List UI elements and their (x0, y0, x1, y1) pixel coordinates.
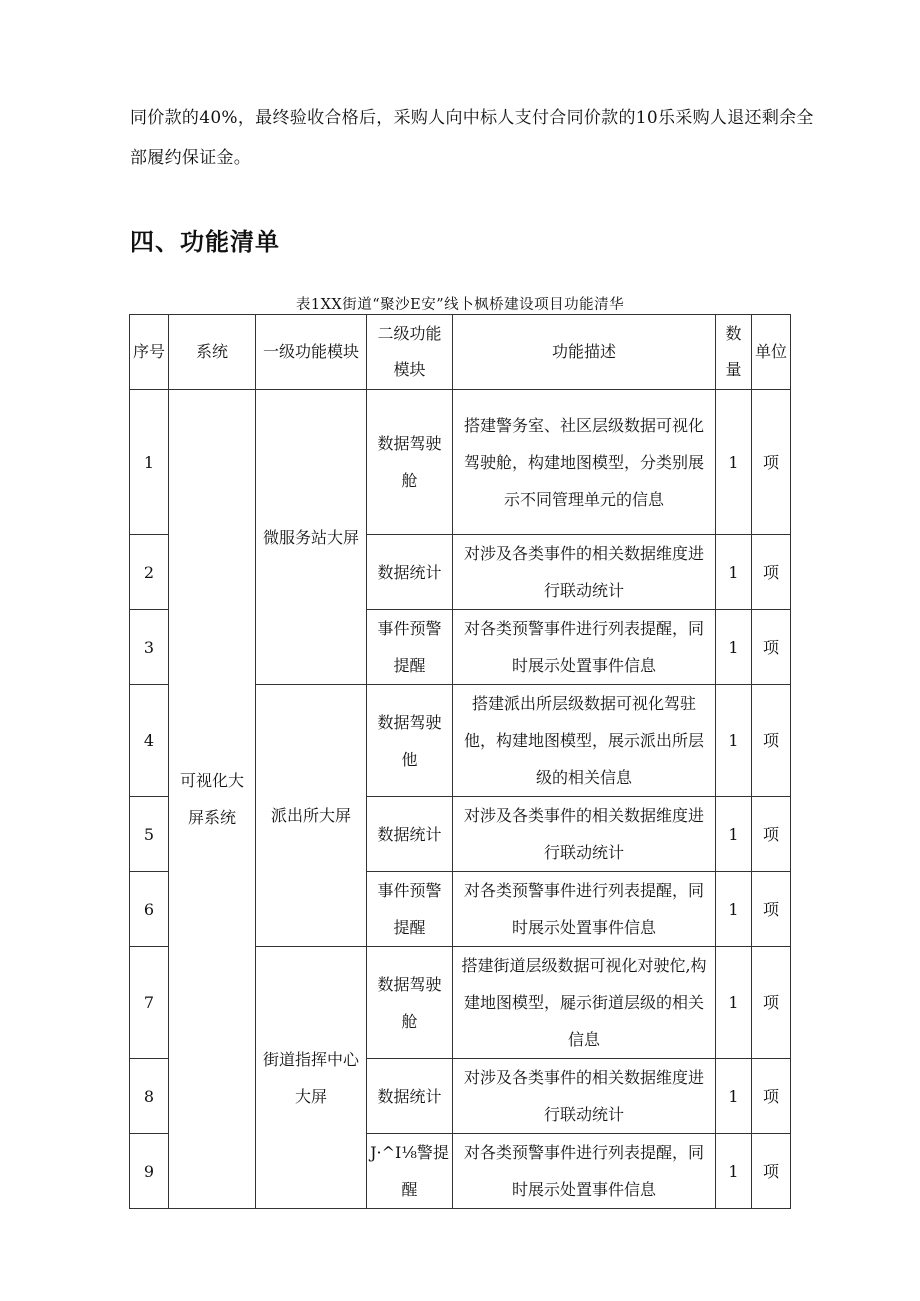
row-level2: 数据统计 (367, 1059, 453, 1134)
row-desc: 对各类预警事件进行列表提醒，同时展示处置事件信息 (453, 1134, 716, 1209)
table-caption: 表1XX街道“聚沙E安”线卜枫桥建设项目功能清华 (295, 297, 625, 313)
row-seq: 1 (130, 390, 169, 535)
row-qty: 1 (716, 947, 752, 1059)
row-unit: 项 (752, 610, 791, 685)
row-qty: 1 (716, 390, 752, 535)
row-unit: 项 (752, 947, 791, 1059)
row-desc: 对涉及各类事件的相关数据维度进行联动统计 (453, 797, 716, 872)
row-desc: 搭建街道层级数据可视化对驶佗,构建地图模型，屣示街道层级的相关信息 (453, 947, 716, 1059)
row-unit: 项 (752, 685, 791, 797)
row-qty: 1 (716, 1134, 752, 1209)
row-desc: 对各类预警事件进行列表提醒，同时展示处置事件信息 (453, 610, 716, 685)
row-level2: 事件预警提醒 (367, 610, 453, 685)
row-seq: 8 (130, 1059, 169, 1134)
function-list-table (129, 314, 791, 1209)
header-unit: 单位 (752, 315, 791, 390)
row-level2: 数据统计 (367, 535, 453, 610)
row-qty: 1 (716, 797, 752, 872)
header-level1: 一级功能模块 (256, 315, 367, 390)
row-qty: 1 (716, 610, 752, 685)
row-desc: 搭建派出所层级数据可视化驾驻他，构建地图模型，展示派出所层级的相关信息 (453, 685, 716, 797)
row-qty: 1 (716, 1059, 752, 1134)
row-desc: 对涉及各类事件的相关数据维度进行联动统计 (453, 535, 716, 610)
row-unit: 项 (752, 872, 791, 947)
row-qty: 1 (716, 872, 752, 947)
level1-cell: 街道指挥中心大屏 (256, 947, 367, 1209)
level1-cell: 微服务站大屏 (256, 390, 367, 685)
header-qty: 数量 (716, 315, 752, 390)
row-seq: 4 (130, 685, 169, 797)
row-qty: 1 (716, 685, 752, 797)
row-level2: 数据驾驶舱 (367, 947, 453, 1059)
row-level2: 数据驾驶他 (367, 685, 453, 797)
system-cell: 可视化大屏系统 (169, 390, 256, 1209)
row-unit: 项 (752, 535, 791, 610)
row-desc: 对涉及各类事件的相关数据维度进行联动统计 (453, 1059, 716, 1134)
paragraph-line-2: 部履约保证金。 (130, 148, 252, 168)
row-seq: 2 (130, 535, 169, 610)
section-heading: 四、功能清单 (130, 228, 280, 256)
level1-cell: 派出所大屏 (256, 685, 367, 947)
row-level2: 事件预警提醒 (367, 872, 453, 947)
row-level2: 数据统计 (367, 797, 453, 872)
row-unit: 项 (752, 390, 791, 535)
payment-terms-paragraph (130, 98, 814, 178)
row-unit: 项 (752, 797, 791, 872)
header-level2: 二级功能模块 (367, 315, 453, 390)
table-header-row (130, 315, 791, 390)
row-seq: 9 (130, 1134, 169, 1209)
row-desc: 对各类预警事件进行列表提醒，同时展示处置事件信息 (453, 872, 716, 947)
row-seq: 7 (130, 947, 169, 1059)
table-row (130, 390, 791, 535)
row-seq: 6 (130, 872, 169, 947)
header-seq: 序号 (130, 315, 169, 390)
row-desc: 搭建警务室、社区层级数据可视化驾驶舱，构建地图模型，分类别展示不同管理单元的信息 (453, 390, 716, 535)
header-system: 系统 (169, 315, 256, 390)
row-seq: 5 (130, 797, 169, 872)
header-desc: 功能描述 (453, 315, 716, 390)
row-unit: 项 (752, 1059, 791, 1134)
row-level2: J·^I⅛警提醒 (367, 1134, 453, 1209)
row-level2: 数据驾驶舱 (367, 390, 453, 535)
paragraph-line-1: 同价款的40%，最终验收合格后，采购人向中标人支付合同价款的10乐采购人退还剩余全 (130, 108, 814, 128)
row-seq: 3 (130, 610, 169, 685)
row-unit: 项 (752, 1134, 791, 1209)
row-qty: 1 (716, 535, 752, 610)
